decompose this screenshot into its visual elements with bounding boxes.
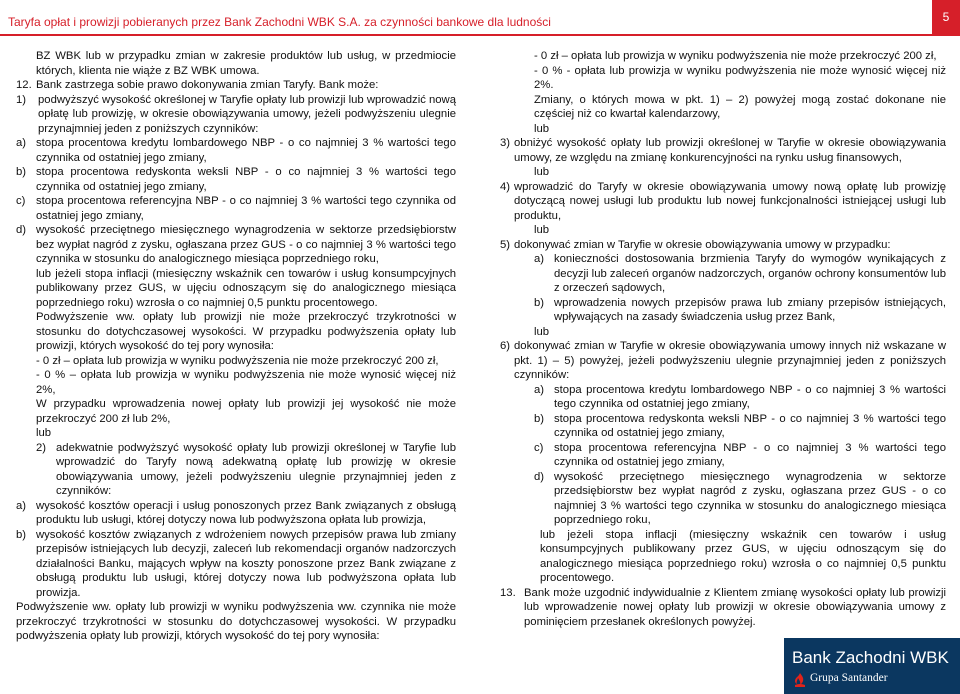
factor-a bbox=[16, 136, 456, 165]
item-text: podwyższyć wysokość określonej w Taryfie opłaty lub prowizji lub wprowadzić nową opłatę lub prowizję, w okresie obowiązywania umowy, jeżeli podwyższeniu ulegnie przynajmniej jeden z poniższych czynników: bbox=[38, 93, 456, 135]
section-text: Bank zastrzega sobie prawo dokonywania zmian Taryfy. Bank może: bbox=[36, 79, 379, 91]
factor-label: b) bbox=[534, 412, 545, 425]
factor-5b bbox=[500, 296, 946, 325]
document-header bbox=[0, 0, 960, 38]
item-text: obniżyć wysokość opłaty lub prowizji określonej w Taryfie w okresie obowiązywania umowy, ze względu na zmianę konkurencyjności na rynku usług finansowych, bbox=[514, 137, 946, 164]
section-number: 13. bbox=[500, 586, 516, 599]
factor-label: b) bbox=[16, 166, 27, 178]
paragraph: - 0 zł – opłata lub prowizja w wyniku podwyższenia nie może przekroczyć 200 zł, bbox=[534, 50, 937, 62]
factor-5a bbox=[500, 252, 946, 296]
factor-label: c) bbox=[16, 195, 26, 207]
left-column bbox=[16, 49, 456, 644]
paragraph: lub bbox=[534, 122, 550, 135]
factor-text: stopa procentowa redyskonta weksli NBP - o co najmniej 3 % wartości tego czynnika od ostatniej jego zmiany, bbox=[36, 166, 456, 193]
factor-label: c) bbox=[534, 441, 544, 454]
factor-d bbox=[16, 223, 456, 267]
list-item-3 bbox=[500, 136, 946, 165]
item-number: 2) bbox=[36, 441, 47, 454]
paragraph: W przypadku wprowadzenia nowej opłaty lub prowizji jej wysokość nie może przekroczyć 200 zł lub 2%, bbox=[36, 398, 456, 425]
factor-label: d) bbox=[16, 224, 27, 236]
paragraph: - 0 zł – opłata lub prowizja w wyniku podwyższenia nie może przekroczyć 200 zł, bbox=[36, 354, 439, 367]
factor-text: wysokość przeciętnego miesięcznego wynagrodzenia w sektorze przedsiębiorstw bez wypłat nagród z zysku, ogłaszana przez GUS - o co najmniej 3 % wartości tego czynnika w stosunku do analogicznego miesiąca poprzedniego roku, bbox=[36, 224, 456, 265]
item-number: 6) bbox=[500, 340, 511, 352]
item-number: 1) bbox=[16, 93, 27, 106]
paragraph: lub bbox=[36, 427, 52, 439]
factor-6c bbox=[500, 441, 946, 470]
list-item-2 bbox=[16, 441, 456, 499]
paragraph: lub bbox=[534, 224, 550, 236]
factor-text: wprowadzenia nowych przepisów prawa lub zmiany przepisów istniejących, wpływających na zasady świadczenia usług przez Bank, bbox=[554, 296, 946, 323]
bank-logo-footer bbox=[784, 638, 960, 694]
santander-flame-icon bbox=[794, 673, 806, 687]
factor-text: konieczności dostosowania brzmienia Taryfy do wymogów wynikających z decyzji lub zaleceń organów nadzorczych, organów ochrony konsumentów lub z orzeczeń sądowych, bbox=[554, 253, 946, 294]
list-item-1 bbox=[16, 93, 456, 137]
group-name: Grupa Santander bbox=[810, 672, 888, 684]
factor-label: a) bbox=[534, 383, 545, 396]
list-item-5 bbox=[500, 238, 946, 253]
factor-text: stopa procentowa redyskonta weksli NBP - o co najmniej 3 % wartości tego czynnika od ostatniej jego zmiany, bbox=[554, 412, 946, 439]
document-title: Taryfa opłat i prowizji pobieranych przez Bank Zachodni WBK S.A. za czynności bankowe dla ludności bbox=[8, 15, 551, 29]
paragraph: - 0 % – opłata lub prowizja w wyniku podwyższenia nie może wynosić więcej niż 2%, bbox=[36, 369, 456, 396]
paragraph: Zmiany, o których mowa w pkt. 1) – 2) powyżej mogą zostać dokonane nie częściej niż co kwartał kalendarzowy, bbox=[534, 93, 946, 120]
factor-label: b) bbox=[534, 296, 545, 309]
factor-label: a) bbox=[16, 137, 27, 149]
factor-text: stopa procentowa kredytu lombardowego NBP - o co najmniej 3 % wartości tego czynnika od ostatniej jego zmiany, bbox=[554, 383, 946, 410]
list-item-4 bbox=[500, 180, 946, 224]
paragraph: Podwyższenie ww. opłaty lub prowizji nie może przekroczyć trzykrotności w stosunku do dotychczasowej wysokości. W przypadku podwyższenia opłaty lub prowizji, których wysokość do tej pory wynosiła: bbox=[36, 311, 456, 352]
section-12 bbox=[16, 78, 456, 93]
factor-b bbox=[16, 165, 456, 194]
factor-2b bbox=[16, 528, 456, 601]
factor-text: wysokość przeciętnego miesięcznego wynagrodzenia w sektorze przedsiębiorstw bez wypłat nagród z zysku, ogłaszana przez GUS - o co najmniej 3 % wartości tego czynnika w stosunku do analogicznego miesiąca poprzedniego roku, bbox=[554, 470, 946, 526]
item-number: 4) bbox=[500, 180, 511, 193]
right-column bbox=[500, 49, 946, 629]
paragraph: lub jeżeli stopa inflacji (miesięczny wskaźnik cen towarów i usług konsumpcyjnych publikowany przez GUS, w ujęciu odnoszącym się do analogicznego miesiąca poprzedniego roku) wzrosła o co najmniej 0,5 punktu procentowego. bbox=[540, 528, 946, 584]
paragraph: lub jeżeli stopa inflacji (miesięczny wskaźnik cen towarów i usług konsumpcyjnych publikowany przez GUS, w ujęciu odnoszącym się do analogicznego miesiąca poprzedniego roku) wzrosła o co najmniej 0,5 punktu procentowego. bbox=[36, 267, 456, 309]
factor-label: b) bbox=[16, 528, 27, 541]
paragraph: lub bbox=[534, 325, 550, 338]
factor-label: a) bbox=[16, 499, 27, 512]
factor-text: stopa procentowa referencyjna NBP - o co najmniej 3 % wartości tego czynnika od ostatniej jego zmiany, bbox=[554, 441, 946, 468]
item-text: dokonywać zmian w Taryfie w okresie obowiązywania umowy w przypadku: bbox=[514, 238, 891, 251]
factor-c bbox=[16, 194, 456, 223]
item-number: 5) bbox=[500, 238, 511, 251]
factor-6a bbox=[500, 383, 946, 412]
paragraph: - 0 % - opłata lub prowizja w wyniku podwyższenia nie może wynosić więcej niż 2%. bbox=[534, 64, 946, 91]
factor-text: wysokość kosztów operacji i usług ponoszonych przez Bank związanych z obsługą produktu lub usługi, której dotyczy nowa lub podwyższona opłata lub prowizja, bbox=[36, 499, 456, 526]
factor-label: d) bbox=[534, 470, 545, 483]
paragraph: BZ WBK lub w przypadku zmian w zakresie produktów lub usług, w przedmiocie których, klienta nie wiąże z BZ WBK umowa. bbox=[36, 50, 456, 77]
section-text: Bank może uzgodnić indywidualnie z Klientem zmianę wysokości opłaty lub prowizji lub wprowadzenie nowej opłaty lub prowizji w okresie obowiązywania umowy z pominięciem przesłanek określonych powyżej. bbox=[524, 586, 946, 628]
factor-6d bbox=[500, 470, 946, 528]
factor-6b bbox=[500, 412, 946, 441]
section-13 bbox=[500, 586, 946, 630]
item-number: 3) bbox=[500, 137, 511, 149]
factor-label: a) bbox=[534, 253, 545, 265]
factor-2a bbox=[16, 499, 456, 528]
paragraph: lub bbox=[534, 166, 550, 178]
item-text: dokonywać zmian w Taryfie w okresie obowiązywania umowy innych niż wskazane w pkt. 1) – 5) powyżej, jeżeli podwyższeniu ulegnie przynajmniej jeden z poniższych czynników: bbox=[514, 340, 946, 381]
factor-text: wysokość kosztów związanych z wdrożeniem nowych przepisów prawa lub zmiany przepisów istniejących lub decyzji, zaleceń lub rekomendacji organów nadzorczych działalności Banku, mających wpływ na koszty ponoszone przez Bank związane z obsługą produktu lub usługi, której dotyczy nowa lub podwyższona opłata lub prowizja. bbox=[36, 528, 456, 599]
factor-text: stopa procentowa kredytu lombardowego NBP - o co najmniej 3 % wartości tego czynnika od ostatniej jego zmiany, bbox=[36, 137, 456, 164]
section-number: 12. bbox=[16, 79, 32, 91]
item-text: adekwatnie podwyższyć wysokość opłaty lub prowizji określonej w Taryfie lub wprowadzić do Taryfy nową adekwatną opłatę lub prowizję w okresie obowiązywania umowy, jeżeli podwyższeniu ulegnie przynajmniej jeden z czynników: bbox=[56, 441, 456, 497]
header-divider bbox=[0, 34, 940, 36]
item-text: wprowadzić do Taryfy w okresie obowiązywania umowy nową opłatę lub prowizję dotyczącą nowej usługi lub produktu lub nowej funkcjonalności istniejącej usługi lub produktu, bbox=[514, 180, 946, 222]
list-item-6 bbox=[500, 339, 946, 383]
paragraph: Podwyższenie ww. opłaty lub prowizji w wyniku podwyższenia ww. czynnika nie może przekroczyć trzykrotności w stosunku do dotychczasowej wysokości. W przypadku podwyższenia opłaty lub prowizji, których wysokość do tej pory wynosiła: bbox=[16, 601, 456, 642]
bank-name: Bank Zachodni WBK bbox=[792, 648, 949, 667]
factor-text: stopa procentowa referencyjna NBP - o co najmniej 3 % wartości tego czynnika od ostatniej jego zmiany, bbox=[36, 195, 456, 222]
page-number: 5 bbox=[932, 0, 960, 36]
